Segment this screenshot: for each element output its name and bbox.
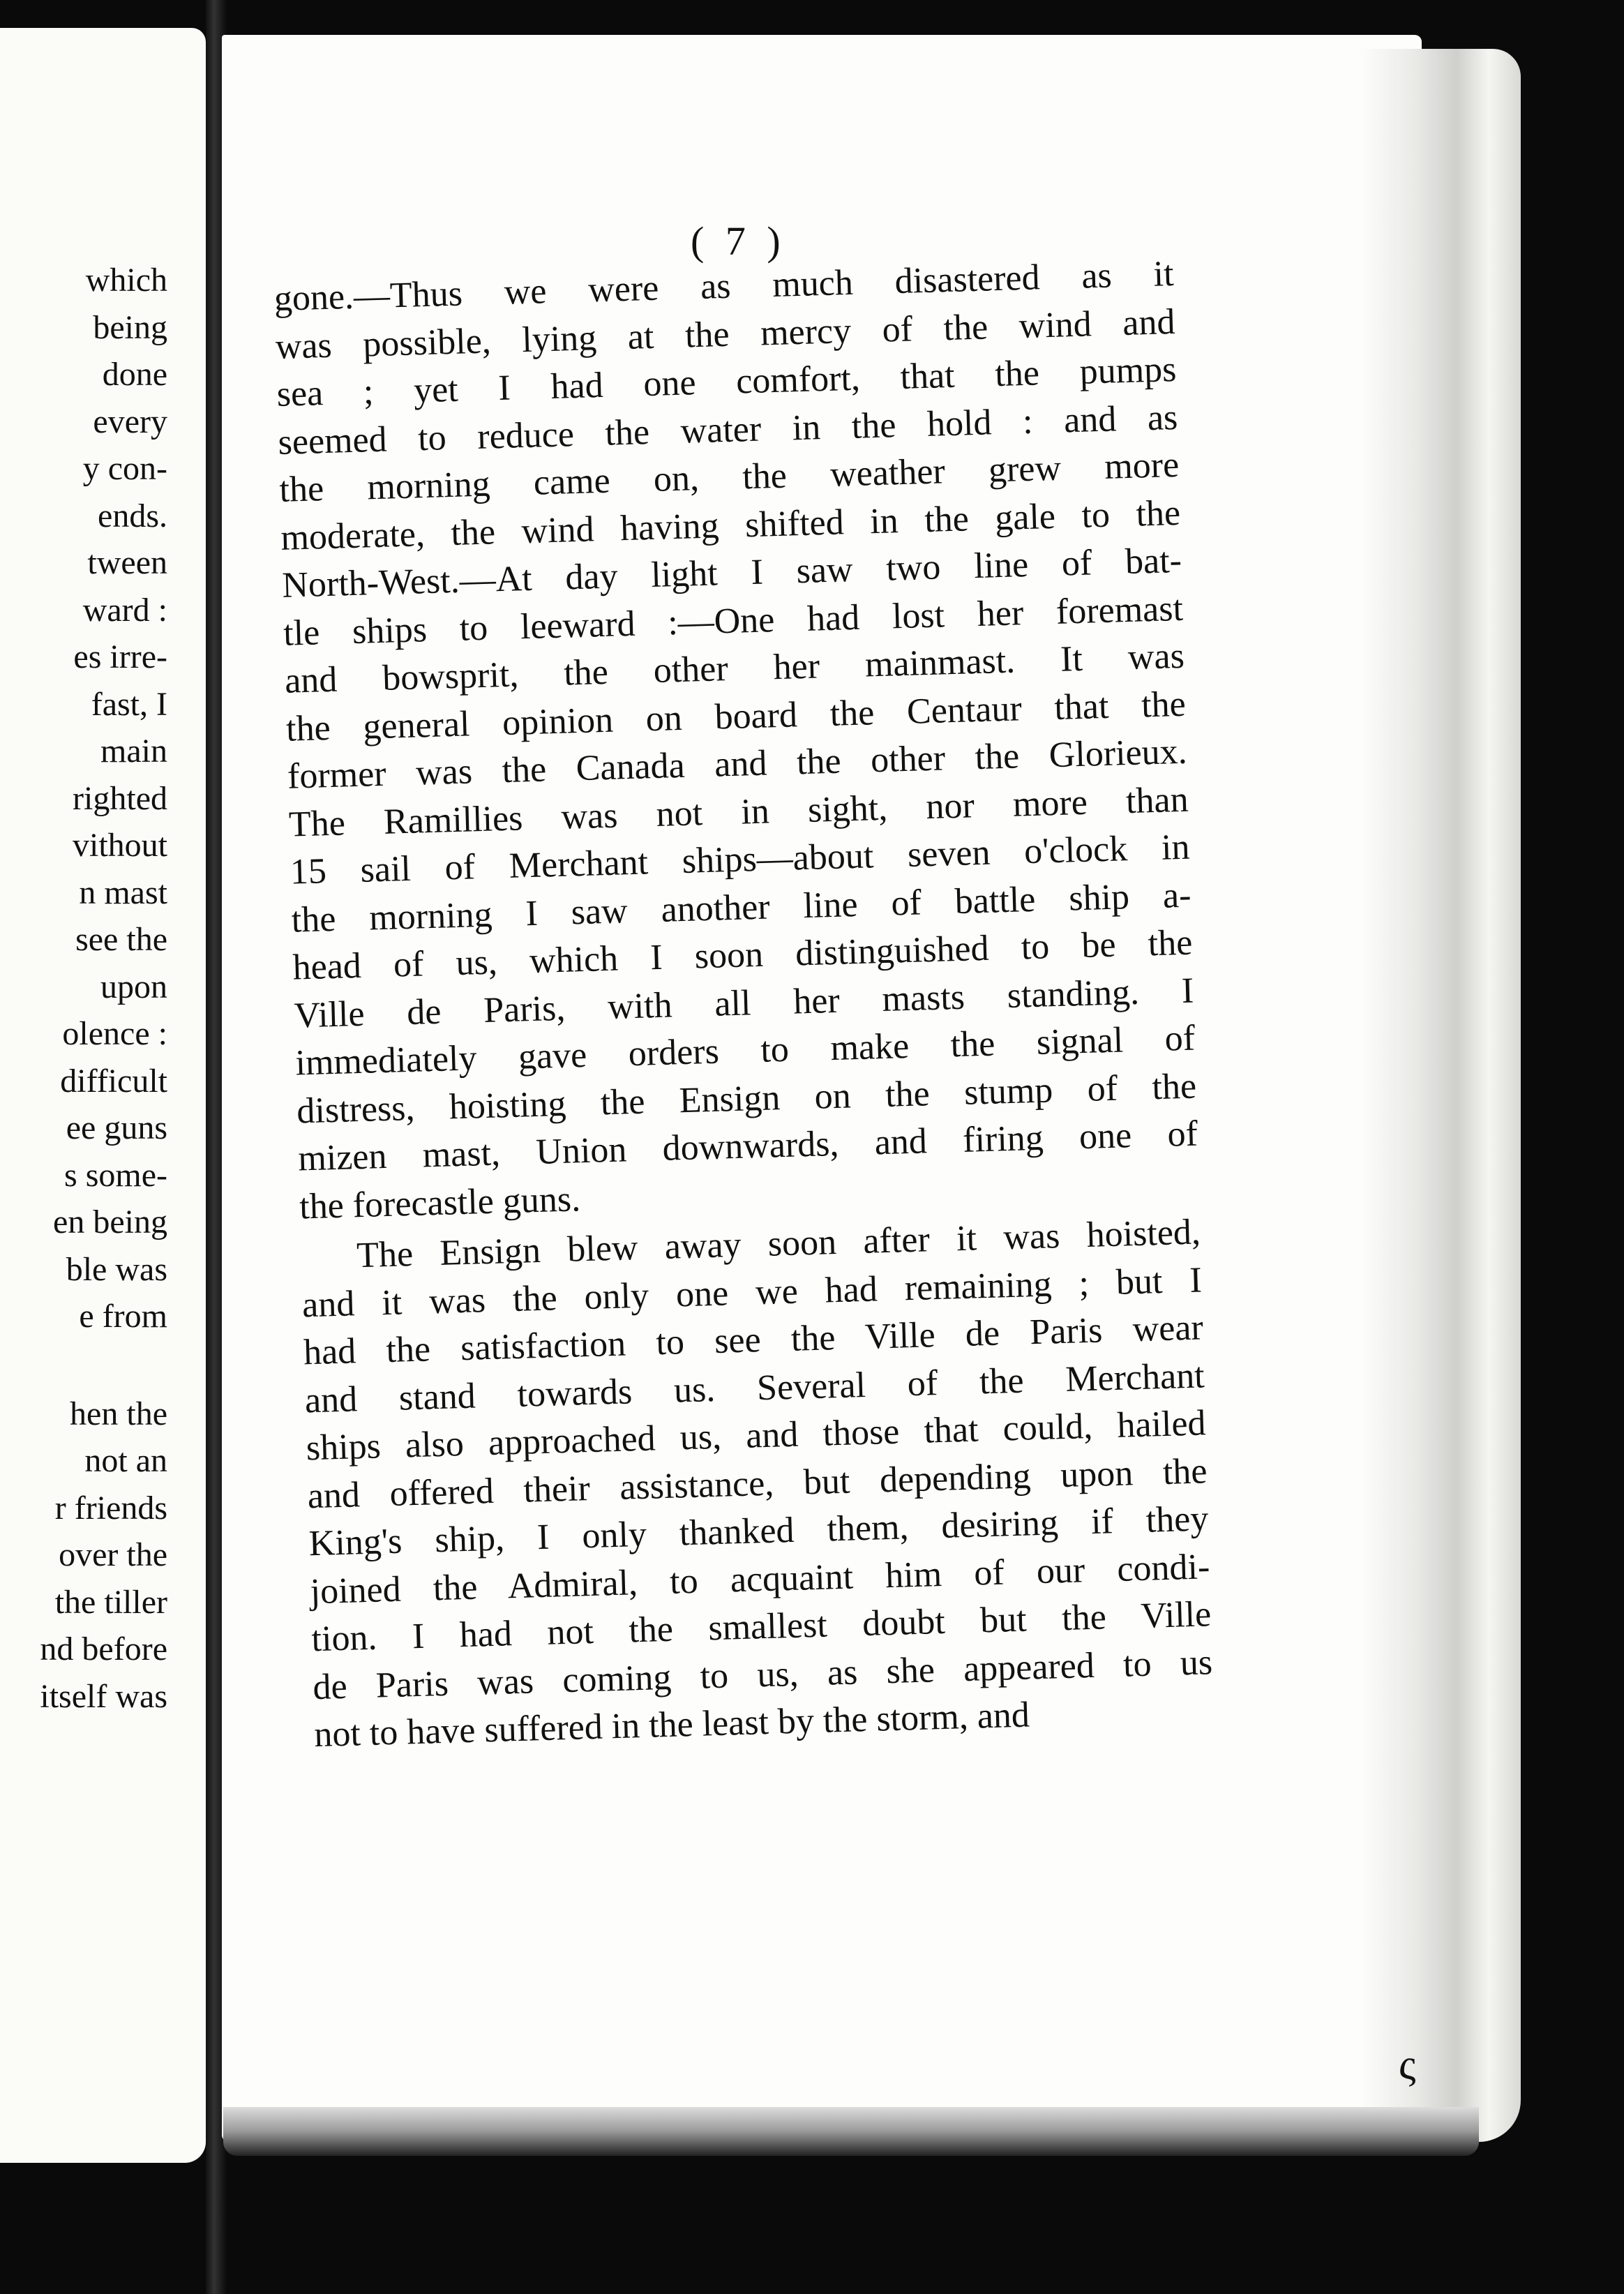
text-line: not to have suffered in the least by the storm, and: [313, 1695, 1030, 1755]
text-line: former was the Canada and the other the Glorieux.: [287, 731, 1188, 797]
text-line: joined the Admiral, to acquaint him of our condi-: [309, 1546, 1210, 1612]
page-edge-curl: [1360, 49, 1521, 2142]
left-fragment-line: ward :: [82, 591, 167, 629]
left-fragment-line: the tiller: [54, 1583, 167, 1621]
left-fragment-line: y con-: [82, 450, 167, 487]
left-fragment-line: fast, I: [91, 685, 167, 723]
ink-smudge-mark: ς: [1399, 2041, 1416, 2089]
left-fragment-line: done: [102, 356, 167, 393]
left-fragment-line: ble was: [66, 1250, 167, 1288]
left-fragment-line: tween: [87, 544, 167, 581]
left-fragment-line: s some-: [64, 1156, 167, 1194]
text-line: de Paris was coming to us, as she appeared to us: [312, 1642, 1213, 1707]
text-line: gone.—Thus we were as much disastered as it: [273, 253, 1175, 319]
left-fragment-line: r friends: [54, 1489, 167, 1527]
text-line: immediately gave orders to make the signal of: [294, 1018, 1196, 1084]
left-fragment-line: see the: [75, 921, 167, 958]
left-fragment-line: en being: [53, 1204, 167, 1240]
text-line: Ville de Paris, with all her masts standing. I: [293, 970, 1194, 1036]
left-fragment-line: which: [85, 262, 167, 299]
left-fragment-line: vithout: [72, 827, 167, 864]
text-line: was possible, lying at the mercy of the wind and: [275, 301, 1176, 367]
left-fragment-line: ends.: [98, 497, 167, 534]
text-line: and bowsprit, the other her mainmast. It was: [284, 636, 1185, 701]
page-number: ( 7 ): [691, 218, 786, 264]
text-line: The Ensign blew away soon after it was hoisted,: [356, 1212, 1201, 1276]
left-fragment-line: over the: [59, 1536, 167, 1573]
left-fragment-line: righted: [73, 779, 167, 817]
left-fragment-line: n mast: [79, 874, 167, 911]
left-fragment-line: upon: [100, 968, 167, 1005]
text-line: had the satisfaction to see the Ville de Paris wear: [303, 1307, 1204, 1373]
text-line: North-West.—At day light I saw two line of bat-: [281, 540, 1182, 606]
left-fragment-line: nd before: [40, 1630, 167, 1667]
text-line: ships also approached us, and those that could, hailed: [306, 1403, 1207, 1469]
page-body-text: [273, 250, 1215, 1760]
text-line: head of us, which I soon distinguished to be the: [292, 922, 1194, 988]
text-line: and it was the only one we had remaining ; but I: [301, 1259, 1203, 1325]
text-line: tion. I had not the smallest doubt but the Ville: [310, 1594, 1212, 1660]
text-line: moderate, the wind having shifted in the gale to the: [280, 493, 1181, 558]
text-line: the forecastle guns.: [299, 1178, 581, 1227]
text-line: sea ; yet I had one comfort, that the pumps: [276, 349, 1178, 414]
text-line: the morning I saw another line of battle ship a-: [291, 875, 1192, 940]
text-line: the general opinion on board the Centaur that the: [285, 684, 1187, 749]
text-line: seemed to reduce the water in the hold : and as: [277, 397, 1178, 463]
left-fragment-line: e from: [79, 1298, 167, 1335]
page-bottom-edge: [223, 2107, 1479, 2156]
text-line: King's ship, I only thanked them, desiring if they: [308, 1499, 1210, 1564]
text-line: the morning came on, the weather grew more: [278, 444, 1180, 510]
text-line: and stand towards us. Several of the Merchant: [304, 1355, 1205, 1420]
text-line: 15 sail of Merchant ships—about seven o'clock in: [290, 827, 1191, 892]
left-fragment-line: not an: [84, 1442, 167, 1479]
text-line: distress, hoisting the Ensign on the stump of the: [296, 1066, 1197, 1132]
left-fragment-line: every: [93, 403, 167, 440]
left-fragment-line: ee guns: [66, 1109, 167, 1146]
left-fragment-line: es irre-: [73, 638, 167, 675]
text-line: The Ramillies was not in sight, nor more than: [288, 779, 1189, 845]
left-page-text-fragments: [0, 257, 167, 1720]
left-fragment-line: olence :: [62, 1015, 167, 1052]
text-line: tle ships to leeward :—One had lost her foremast: [283, 588, 1184, 654]
text-line: mizen mast, Union downwards, and firing one of: [297, 1114, 1198, 1179]
left-fragment-line: main: [100, 733, 167, 770]
left-fragment-line: difficult: [60, 1062, 167, 1100]
left-fragment-line: itself was: [40, 1677, 167, 1715]
left-fragment-line: being: [93, 308, 167, 346]
text-line: and offered their assistance, but depending upon the: [307, 1450, 1208, 1516]
left-fragment-line: hen the: [70, 1395, 167, 1432]
